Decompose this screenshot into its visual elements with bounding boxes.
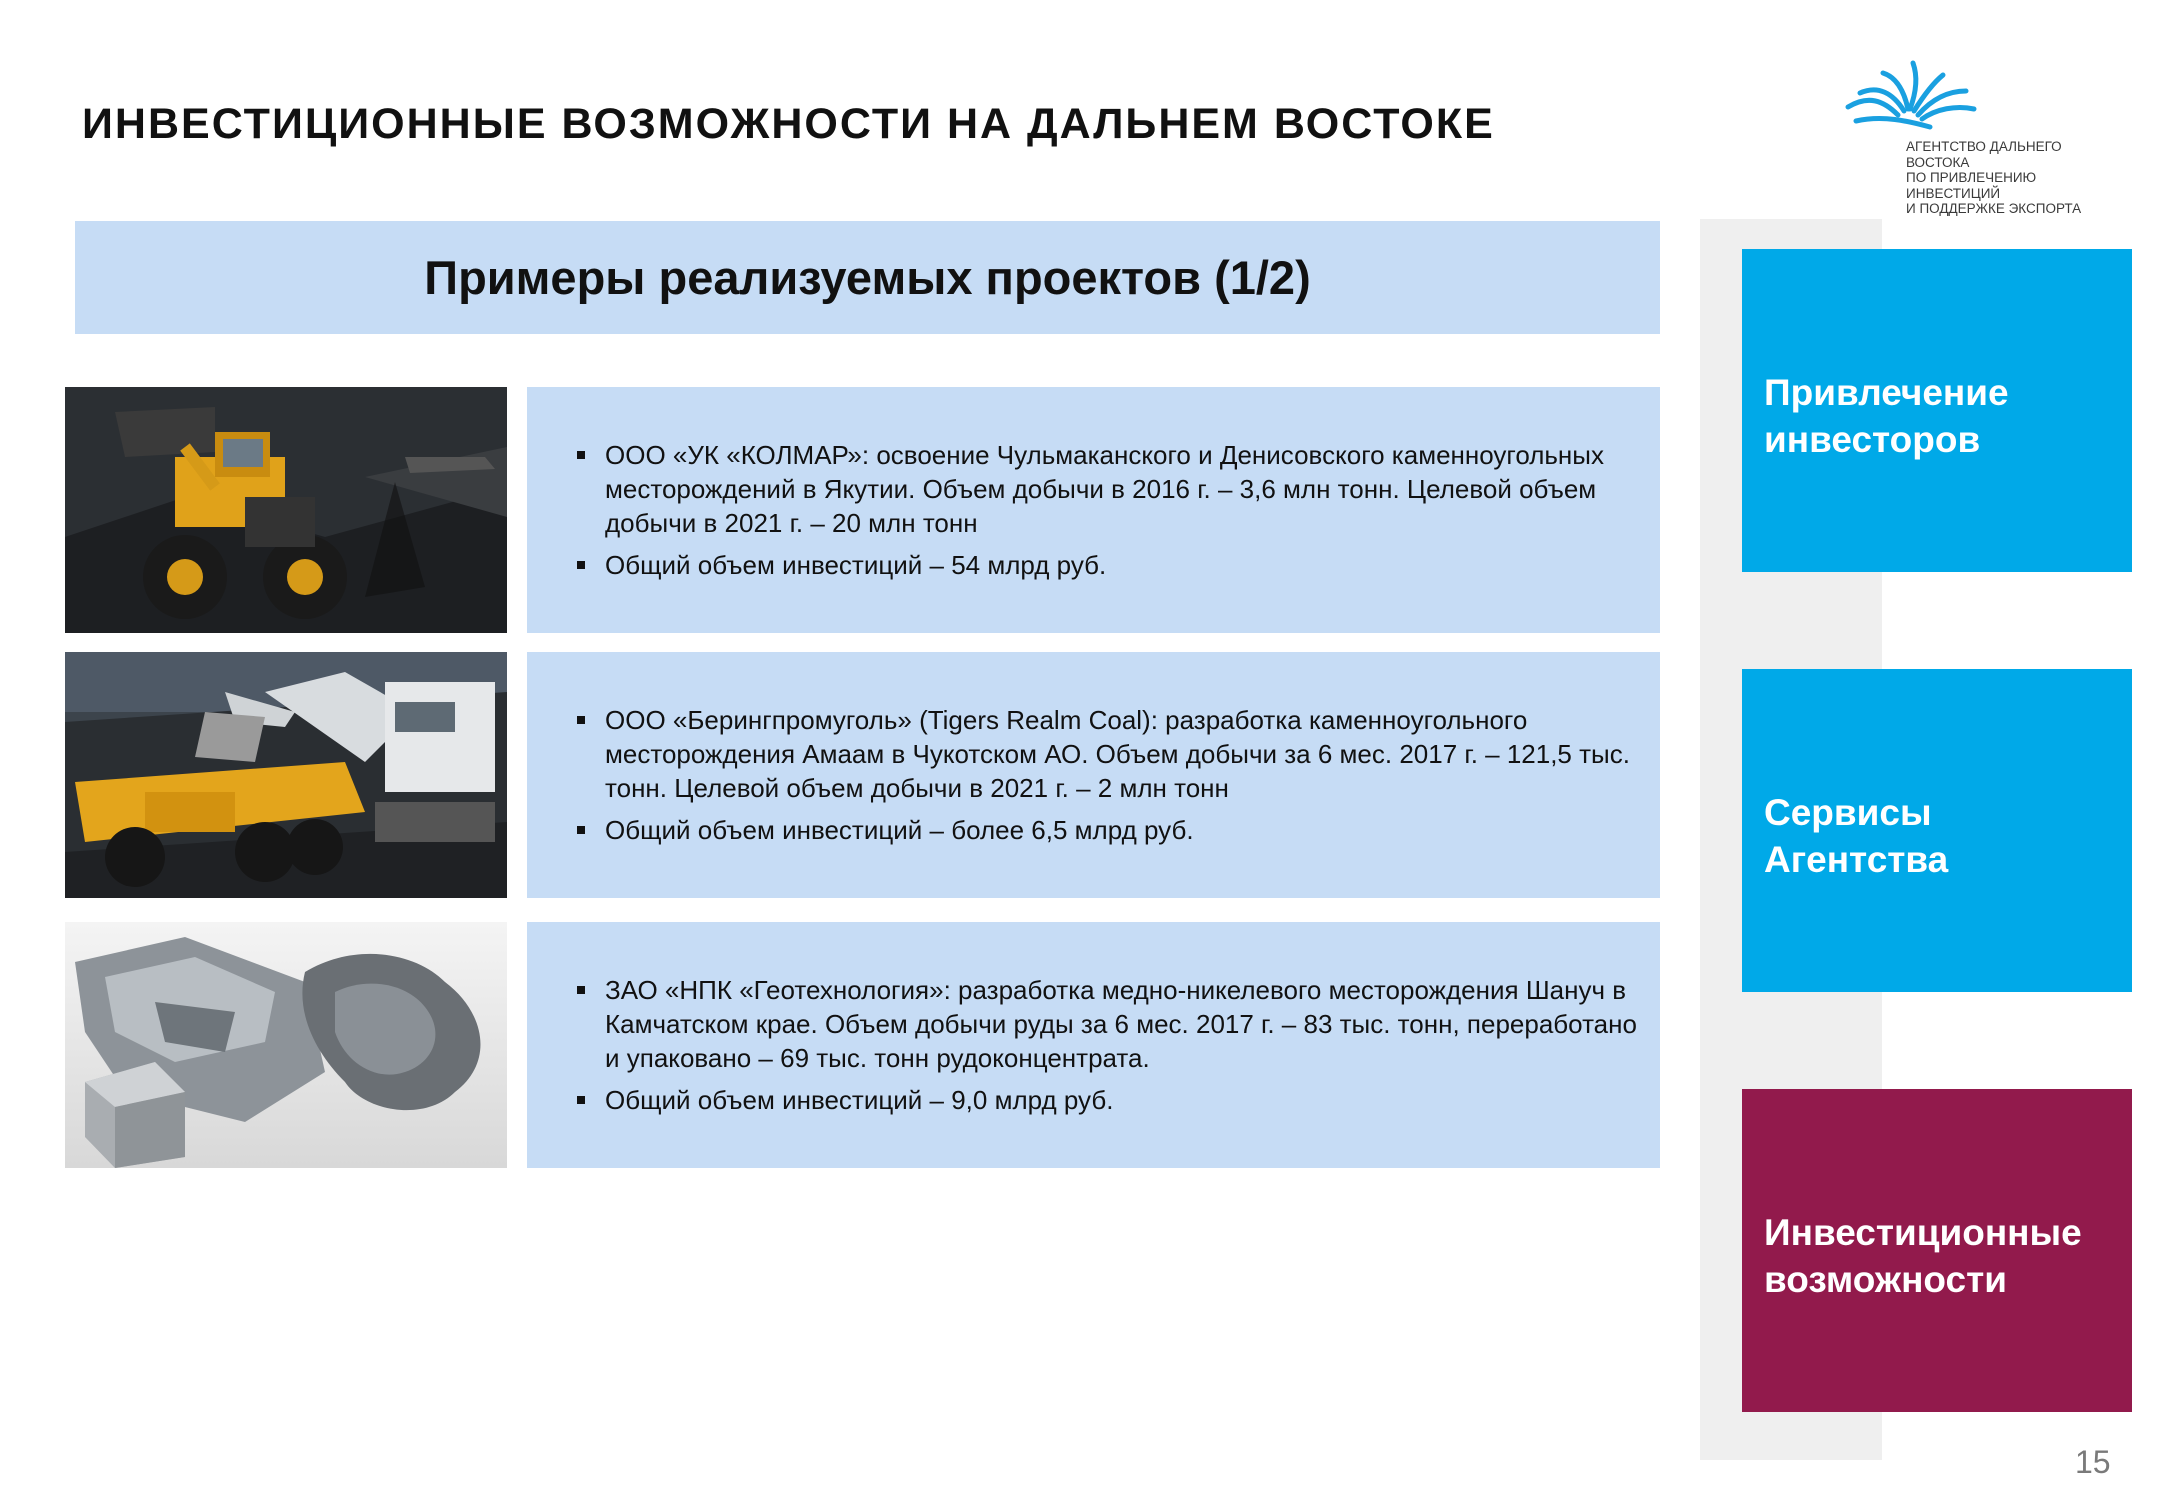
project-photo-excavator (65, 652, 507, 898)
project-description: ООО «Берингпромуголь» (Tigers Realm Coal): разработка каменноугольного месторождения Амаам в Чукотском АО. Объем добычи за 6 мес. 2017 г. – 121,5 тыс. тонн. Целевой объем добычи в 2021 г. – 2 млн тонн (605, 705, 1630, 803)
project-description: ЗАО «НПК «Геотехнология»: разработка медно-никелевого месторождения Шануч в Камчатском крае. Объем добычи руды за 6 мес. 2017 г. – 83 тыс. тонн, переработано и упаковано – 69 тыс. тонн рудоконцентрата. (605, 975, 1637, 1073)
nav-tile-agency-services[interactable]: Сервисы Агентства (1742, 669, 2132, 992)
project-bullet (547, 1083, 1640, 1117)
page-number: 15 (2075, 1444, 2111, 1480)
project-investment: Общий объем инвестиций – 54 млрд руб. (605, 550, 1107, 580)
bullet-icon (577, 986, 585, 994)
project-bullet (547, 548, 1640, 582)
project-investment: Общий объем инвестиций – 9,0 млрд руб. (605, 1085, 1114, 1115)
project-card-beringpromugol (527, 652, 1660, 898)
bullet-icon (577, 561, 585, 569)
agency-name: АГЕНТСТВО ДАЛЬНЕГО ВОСТОКА ПО ПРИВЛЕЧЕНИЮ ИНВЕСТИЦИЙ И ПОДДЕРЖКЕ ЭКСПОРТА (1906, 139, 2082, 216)
lotus-icon (1838, 55, 1978, 137)
project-description: ООО «УК «КОЛМАР»: освоение Чульмаканского и Денисовского каменноугольных месторождений в Якутии. Объем добычи в 2016 г. – 3,6 млн тонн. Целевой объем добычи в 2021 г. – 20 млн тонн (605, 440, 1604, 538)
section-heading: Примеры реализуемых проектов (1/2) (75, 221, 1660, 334)
project-card-kolmar (527, 387, 1660, 633)
project-bullet (547, 703, 1640, 805)
bullet-icon (577, 716, 585, 724)
bullet-icon (577, 826, 585, 834)
project-photo-nickel (65, 922, 507, 1168)
project-card-geotechnologiya (527, 922, 1660, 1168)
project-bullet (547, 813, 1640, 847)
project-bullet (547, 438, 1640, 540)
nav-tile-investors[interactable]: Привлечение инвесторов (1742, 249, 2132, 572)
nav-tile-investment-opportunities[interactable]: Инвестиционные возможности (1742, 1089, 2132, 1412)
project-bullet (547, 973, 1640, 1075)
project-investment: Общий объем инвестиций – более 6,5 млрд руб. (605, 815, 1194, 845)
agency-logo (1838, 55, 2128, 216)
page-title: ИНВЕСТИЦИОННЫЕ ВОЗМОЖНОСТИ НА ДАЛЬНЕМ ВОСТОКЕ (82, 100, 1495, 148)
project-photo-wheel-loader (65, 387, 507, 633)
bullet-icon (577, 1096, 585, 1104)
bullet-icon (577, 451, 585, 459)
